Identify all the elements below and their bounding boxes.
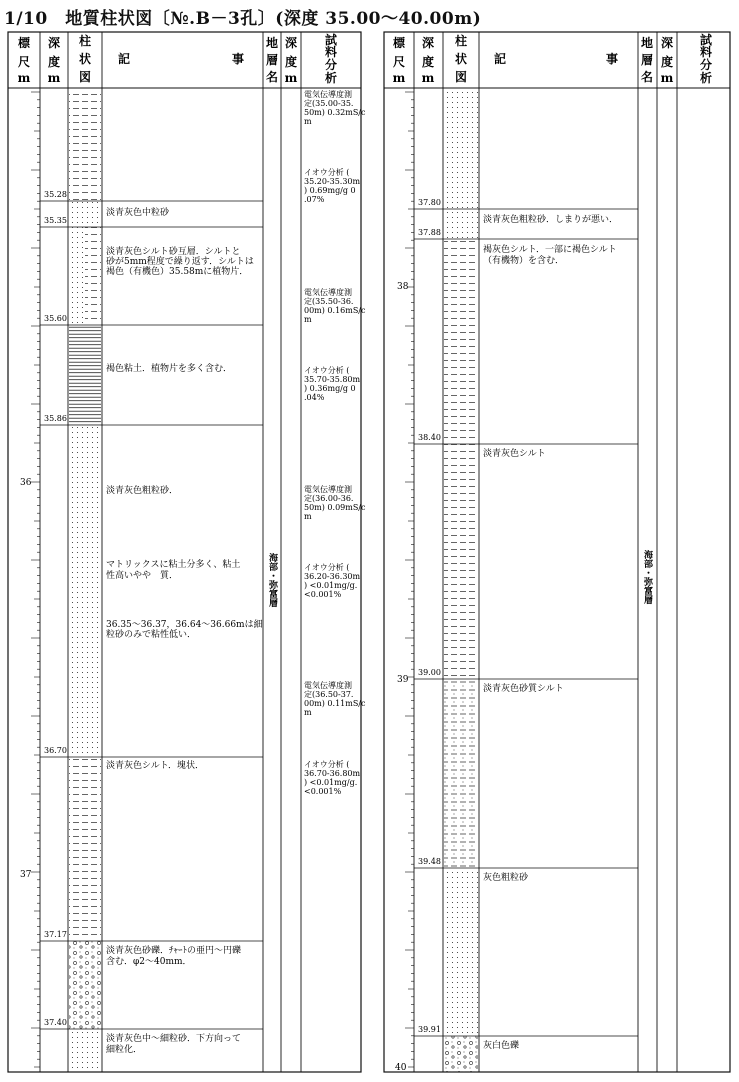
- right-depth-label: 37.88: [418, 228, 441, 237]
- left-header-desc-1: 記: [117, 52, 131, 66]
- svg-text:m: m: [304, 708, 312, 717]
- left-header-column-1: 柱: [78, 34, 92, 48]
- left-description-1: [106, 206, 170, 218]
- left-description-6: [106, 618, 263, 640]
- svg-text:m: m: [304, 512, 312, 521]
- left-col-silt-1: [69, 89, 101, 201]
- svg-text:電気伝導度測: 電気伝導度測: [304, 681, 352, 690]
- left-analysis-1: [304, 89, 366, 126]
- left-col-fine-sand: [69, 1029, 101, 1072]
- left-depth-label: 37.40: [44, 1018, 67, 1027]
- right-log-panel: [384, 32, 730, 1073]
- left-description-8: [106, 944, 241, 967]
- right-header-depth-3: m: [421, 71, 435, 85]
- right-header-analysis-1: 試: [699, 33, 713, 47]
- right-col-gravel: [444, 1036, 478, 1072]
- svg-text:褐灰色シルト．一部に褐色シルト: 褐灰色シルト．一部に褐色シルト: [483, 245, 617, 255]
- right-scale-ticks: [405, 92, 414, 1067]
- svg-text:イオウ分析 (: イオウ分析 (: [304, 760, 350, 769]
- left-header-depth-1: 深: [47, 36, 61, 50]
- svg-text:00m) 0.11mS/c: 00m) 0.11mS/c: [304, 699, 366, 708]
- svg-text:淡青灰色中～細粒砂．下方向って: 淡青灰色中～細粒砂．下方向って: [106, 1034, 242, 1044]
- svg-text:<0.001%: <0.001%: [304, 590, 342, 599]
- svg-text:) <0.01mg/g.: ) <0.01mg/g.: [304, 581, 358, 590]
- right-col-sandy-silt: [444, 679, 478, 868]
- svg-text:) <0.01mg/g.: ) <0.01mg/g.: [304, 778, 358, 787]
- right-header-desc-2: 事: [605, 52, 619, 66]
- svg-text:m: m: [304, 117, 312, 126]
- left-description-2: [106, 245, 254, 277]
- left-header-depth-3: m: [47, 71, 61, 85]
- svg-text:00m) 0.16mS/c: 00m) 0.16mS/c: [304, 306, 366, 315]
- svg-text:35.70-35.80m: 35.70-35.80m: [304, 375, 361, 384]
- svg-text:（有機物）を含む．: （有機物）を含む．: [483, 256, 565, 266]
- left-analysis-3: [304, 287, 366, 324]
- left-description-4: [106, 484, 178, 496]
- right-header-fdepth-2: 度: [660, 55, 674, 69]
- left-header-column-3: 図: [78, 70, 92, 84]
- left-log-panel: [8, 32, 366, 1072]
- svg-text:含む．φ2～40mm．: 含む．φ2～40mm．: [106, 957, 192, 967]
- right-header-column-1: 柱: [454, 34, 468, 48]
- right-header-formation-3: 名: [640, 70, 654, 84]
- left-col-alternation-sand: [69, 227, 85, 325]
- svg-text:定(36.50-37.: 定(36.50-37.: [304, 690, 354, 699]
- left-header-scale-1: 標: [17, 36, 31, 50]
- left-analysis-5: [304, 484, 366, 521]
- svg-text:36.35～36.37，36.64～36.66mは細: 36.35～36.37，36.64～36.66mは細: [106, 620, 263, 630]
- left-analysis-8: [304, 759, 361, 796]
- svg-text:褐色粘土．植物片を多く含む．: 褐色粘土．植物片を多く含む．: [106, 364, 233, 374]
- page-title: 1/10 地質柱状図〔№.B－3孔〕(深度 35.00～40.00m): [4, 9, 482, 29]
- svg-text:淡青灰色シルト．塊状．: 淡青灰色シルト．塊状．: [106, 761, 204, 771]
- svg-text:淡青灰色シルト砂互層．シルトと: 淡青灰色シルト砂互層．シルトと: [106, 247, 241, 257]
- right-depth-label: 37.80: [418, 198, 441, 207]
- left-header-formation-3: 名: [265, 70, 279, 84]
- left-description-5: [106, 558, 240, 581]
- right-description-6: [483, 1039, 519, 1051]
- right-scale-label: 38: [397, 282, 409, 292]
- right-header-depth-2: 度: [421, 55, 435, 69]
- left-header-scale-3: m: [17, 71, 31, 85]
- svg-text:電気伝導度測: 電気伝導度測: [304, 288, 352, 297]
- left-scale-label: 37: [20, 870, 32, 880]
- left-depth-label: 35.86: [44, 414, 67, 423]
- svg-text:) 0.69mg/g 0: ) 0.69mg/g 0: [304, 186, 356, 195]
- right-description-5: [483, 871, 529, 883]
- svg-text:イオウ分析 (: イオウ分析 (: [304, 168, 350, 177]
- svg-text:淡青灰色砂質シルト: 淡青灰色砂質シルト: [483, 684, 564, 694]
- left-scale-ticks: [31, 92, 40, 1067]
- svg-text:イオウ分析 (: イオウ分析 (: [304, 366, 350, 375]
- left-depth-label: 35.35: [44, 216, 67, 225]
- svg-text:50m) 0.09mS/c: 50m) 0.09mS/c: [304, 503, 366, 512]
- right-header-depth-1: 深: [421, 36, 435, 50]
- right-depth-label: 38.40: [418, 433, 441, 442]
- right-scale-label: 40: [395, 1063, 407, 1073]
- left-header-analysis-2: 料: [324, 45, 338, 59]
- svg-text:<0.001%: <0.001%: [304, 787, 342, 796]
- left-header-analysis-3: 分: [324, 58, 338, 72]
- svg-text:) 0.36mg/g 0: ) 0.36mg/g 0: [304, 384, 356, 393]
- right-header-column-3: 図: [454, 70, 468, 84]
- right-depth-label: 39.91: [418, 1025, 441, 1034]
- svg-text:35.20-35.30m: 35.20-35.30m: [304, 177, 361, 186]
- left-scale-label: 36: [20, 478, 32, 488]
- svg-text:マトリックスに粘土分多く、粘土: マトリックスに粘土分多く、粘土: [106, 560, 241, 570]
- left-header-depth-2: 度: [47, 55, 61, 69]
- svg-text:定(35.00-35.: 定(35.00-35.: [304, 99, 354, 108]
- left-col-gravel: [69, 941, 101, 1029]
- right-col-coarse-sand-2: [444, 209, 478, 239]
- left-header-fdepth-1: 深: [284, 36, 298, 50]
- svg-text:.04%: .04%: [304, 393, 325, 402]
- svg-text:36.70-36.80m: 36.70-36.80m: [304, 769, 361, 778]
- svg-text:細粒化．: 細粒化．: [106, 1045, 143, 1055]
- right-header-formation-2: 層: [640, 53, 654, 67]
- left-header-fdepth-2: 度: [284, 55, 298, 69]
- svg-text:m: m: [304, 315, 312, 324]
- left-header-fdepth-3: m: [284, 71, 298, 85]
- right-description-1: [483, 213, 618, 225]
- right-header-scale-3: m: [392, 71, 406, 85]
- right-depth-label: 39.00: [418, 668, 441, 677]
- left-depth-label: 36.70: [44, 746, 67, 755]
- right-header-fdepth-1: 深: [660, 36, 674, 50]
- svg-text:砂が5mm程度で繰り返す．シルトは: 砂が5mm程度で繰り返す．シルトは: [106, 257, 254, 267]
- right-description-2: [483, 243, 617, 266]
- right-header-fdepth-3: m: [660, 71, 674, 85]
- right-description-4: [483, 682, 564, 694]
- right-description-3: [483, 447, 546, 459]
- svg-text:灰色粗粒砂: 灰色粗粒砂: [483, 873, 529, 883]
- left-depth-label: 35.28: [44, 190, 67, 199]
- svg-text:定(35.50-36.: 定(35.50-36.: [304, 297, 354, 306]
- left-header-analysis-1: 試: [324, 33, 338, 47]
- left-description-7: [106, 759, 204, 771]
- left-header-formation-1: 地: [265, 36, 279, 50]
- svg-text:定(36.00-36.: 定(36.00-36.: [304, 494, 354, 503]
- right-header-formation-1: 地: [640, 36, 654, 50]
- right-scale-label: 39: [397, 675, 409, 685]
- left-col-clay: [69, 325, 101, 425]
- svg-text:淡青灰色中粒砂: 淡青灰色中粒砂: [106, 208, 170, 218]
- left-analysis-6: [304, 562, 361, 599]
- left-header-desc-2: 事: [231, 52, 245, 66]
- svg-text:電気伝導度測: 電気伝導度測: [304, 485, 352, 494]
- right-header-analysis-4: 析: [699, 71, 713, 85]
- left-header-formation-2: 層: [265, 53, 279, 67]
- right-header-column-2: 状: [454, 52, 468, 66]
- svg-text:性高いやや 質．: 性高いやや 質．: [106, 571, 179, 581]
- left-depth-label: 35.60: [44, 314, 67, 323]
- svg-text:.07%: .07%: [304, 195, 325, 204]
- left-analysis-2: [304, 167, 361, 204]
- right-header-analysis-2: 料: [699, 45, 713, 59]
- left-col-alternation-silt: [85, 227, 101, 325]
- svg-text:淡青灰色粗粒砂．しまりが悪い．: 淡青灰色粗粒砂．しまりが悪い．: [483, 215, 619, 225]
- left-analysis-7: [304, 680, 366, 717]
- left-description-9: [106, 1032, 241, 1055]
- left-col-coarse-sand: [69, 425, 101, 757]
- right-col-coarse-sand-3: [444, 868, 478, 1036]
- right-header-desc-1: 記: [493, 52, 507, 66]
- svg-text:粒砂のみで粘性低い．: 粒砂のみで粘性低い．: [106, 630, 197, 640]
- right-col-silt-1: [444, 239, 478, 444]
- svg-text:淡青灰色砂礫．ﾁｬｰﾄの亜円～円礫: 淡青灰色砂礫．ﾁｬｰﾄの亜円～円礫: [106, 946, 242, 956]
- svg-text:褐色（有機色）35.58mに植物片．: 褐色（有機色）35.58mに植物片．: [106, 267, 249, 277]
- left-analysis-4: [304, 365, 361, 402]
- svg-text:灰白色礫: 灰白色礫: [483, 1041, 520, 1051]
- svg-text:36.20-36.30m: 36.20-36.30m: [304, 572, 361, 581]
- left-formation-name: 海部・弥富層: [267, 553, 277, 607]
- left-col-silt-2: [69, 757, 101, 941]
- right-depth-label: 39.48: [418, 857, 441, 866]
- left-col-medium-sand: [69, 201, 101, 227]
- svg-text:淡青灰色シルト: 淡青灰色シルト: [483, 449, 546, 459]
- left-header-analysis-4: 析: [324, 71, 338, 85]
- left-header-scale-2: 尺: [17, 55, 31, 69]
- svg-text:50m) 0.32mS/c: 50m) 0.32mS/c: [304, 108, 366, 117]
- right-header-analysis-3: 分: [699, 58, 713, 72]
- right-header-scale-1: 標: [392, 36, 406, 50]
- right-col-silt-2: [444, 444, 478, 679]
- left-header-column-2: 状: [78, 52, 92, 66]
- svg-text:電気伝導度測: 電気伝導度測: [304, 90, 352, 99]
- svg-text:淡青灰色粗粒砂．: 淡青灰色粗粒砂．: [106, 486, 179, 496]
- left-description-3: [106, 362, 232, 374]
- right-col-coarse-sand-1: [444, 89, 478, 209]
- right-formation-name: 海部・弥富層: [642, 550, 652, 604]
- svg-text:イオウ分析 (: イオウ分析 (: [304, 563, 350, 572]
- left-depth-label: 37.17: [44, 930, 67, 939]
- right-header-scale-2: 尺: [392, 55, 406, 69]
